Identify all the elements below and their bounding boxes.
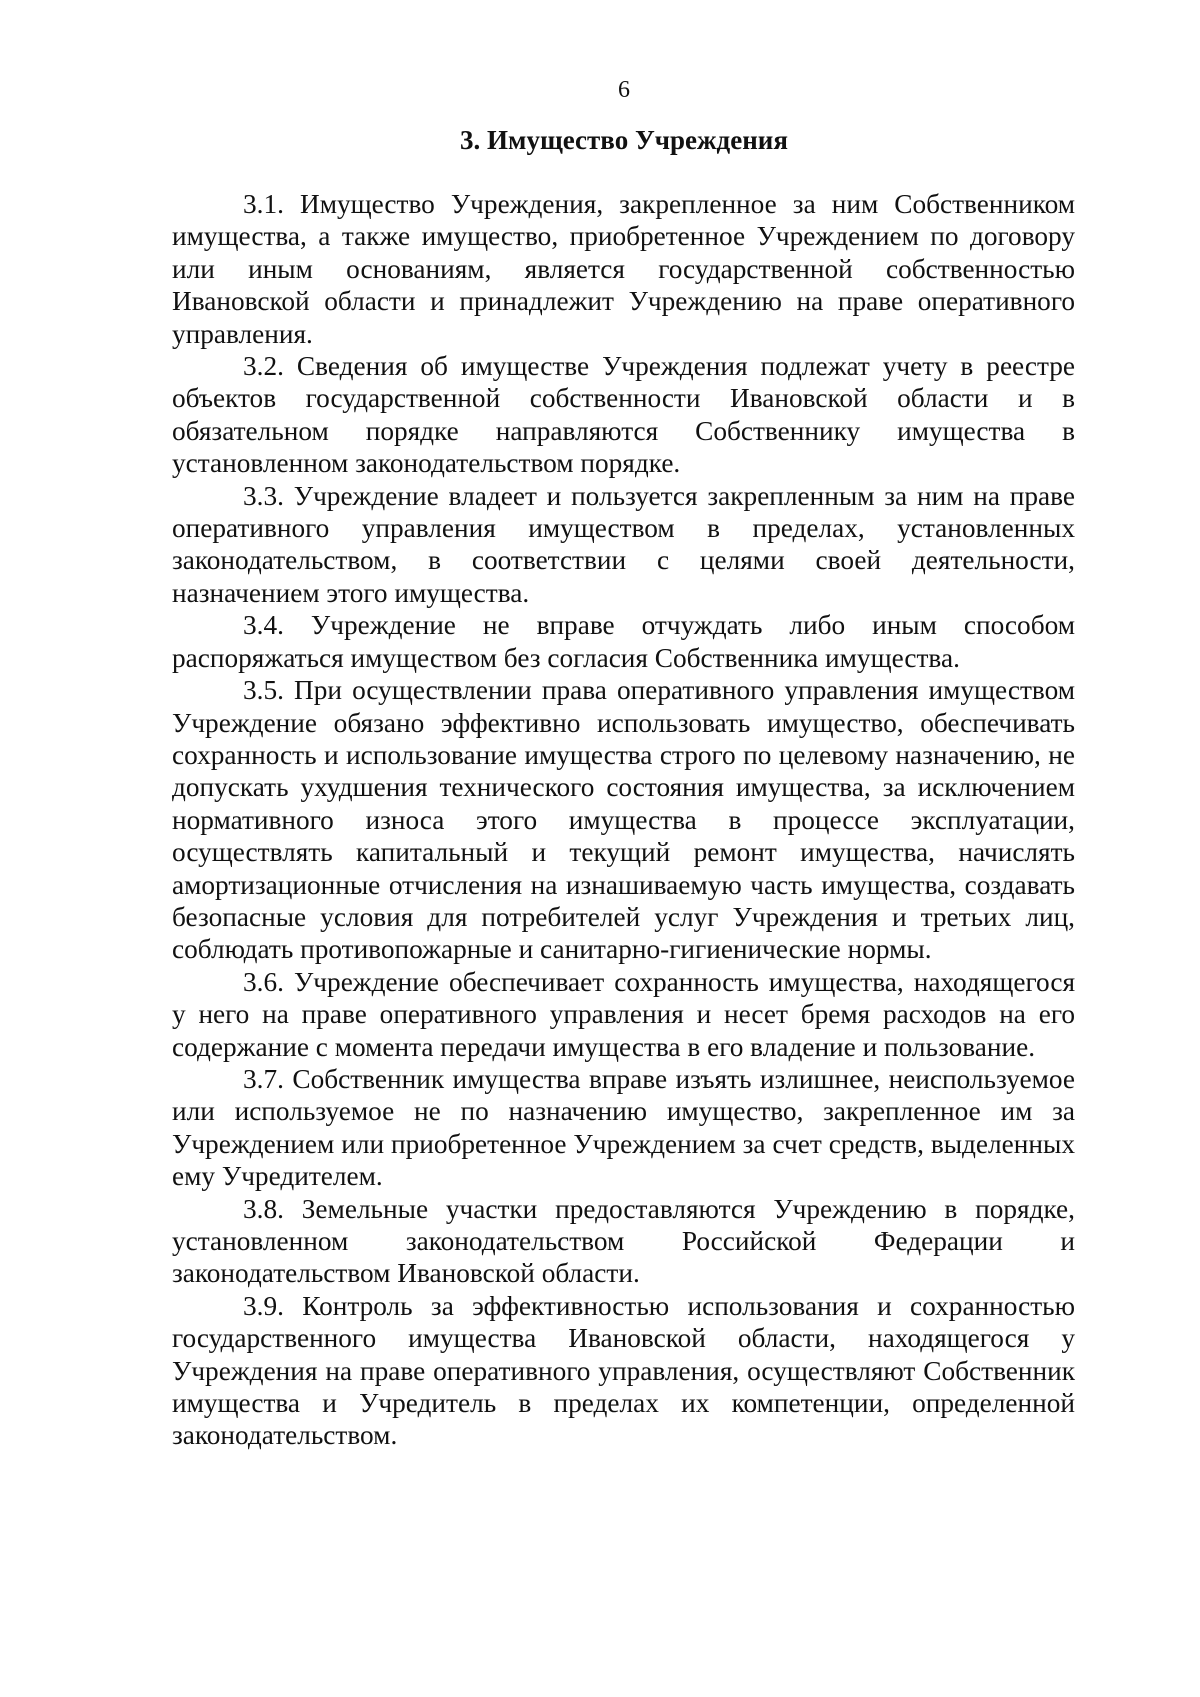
paragraph-3-7: 3.7. Собственник имущества вправе изъять излишнее, неиспользуемое или используемое не по назначению имущество, закрепленное им за Учреждением или приобретенное Учреждением за счет средств, выделенных ему Учредителем. [172,1063,1075,1192]
paragraph-3-8: 3.8. Земельные участки предоставляются Учреждению в порядке, установленном законодательством Российской Федерации и законодательством Ивановской области. [172,1193,1075,1289]
paragraph-3-3: 3.3. Учреждение владеет и пользуется закрепленным за ним на праве оперативного управления имуществом в пределах, установленных законодательством, в соответствии с целями своей деятельности, назначением этого имущества. [172,480,1075,608]
paragraph-3-9: 3.9. Контроль за эффективностью использования и сохранностью государственного имущества Ивановской области, находящегося у Учреждения на праве оперативного управления, осуществляют Собственник имущества и Учредитель в пределах их компетенции, определенной законодательством. [172,1290,1075,1451]
paragraph-3-1: 3.1. Имущество Учреждения, закрепленное за ним Собственником имущества, а также имущество, приобретенное Учреждением по договору или иным основаниям, является государственной собственностью Ивановской области и принадлежит Учреждению на праве оперативного управления. [172,189,1075,349]
paragraph-3-6: 3.6. Учреждение обеспечивает сохранность имущества, находящегося у него на праве оперативного управления и несет бремя расходов на его содержание с момента передачи имущества в его владение и пользование. [172,966,1075,1062]
paragraph-3-5: 3.5. При осуществлении права оперативного управления имуществом Учреждение обязано эффективно использовать имущество, обеспечивать сохранность и использование имущества строго по целевому назначению, не допускать ухудшения технического состояния имущества, за исключением нормативного износа этого имущества в процессе эксплуатации, осуществлять капитальный и текущий ремонт имущества, начислять амортизационные отчисления на изнашиваемую часть имущества, создавать безопасные условия для потребителей услуг Учреждения и третьих лиц, соблюдать противопожарные и санитарно-гигиенические нормы. [172,675,1075,965]
page-number: 6 [618,77,630,103]
section-body [172,188,1075,1452]
paragraph-3-2: 3.2. Сведения об имуществе Учреждения подлежат учету в реестре объектов государственной собственности Ивановской области и в обязательном порядке направляются Собственнику имущества в установленном законодательством порядке. [172,351,1075,479]
paragraph-3-4: 3.4. Учреждение не вправе отчуждать либо иным способом распоряжаться имуществом без согласия Собственника имущества. [172,610,1075,673]
section-title: 3. Имущество Учреждения [460,125,788,155]
